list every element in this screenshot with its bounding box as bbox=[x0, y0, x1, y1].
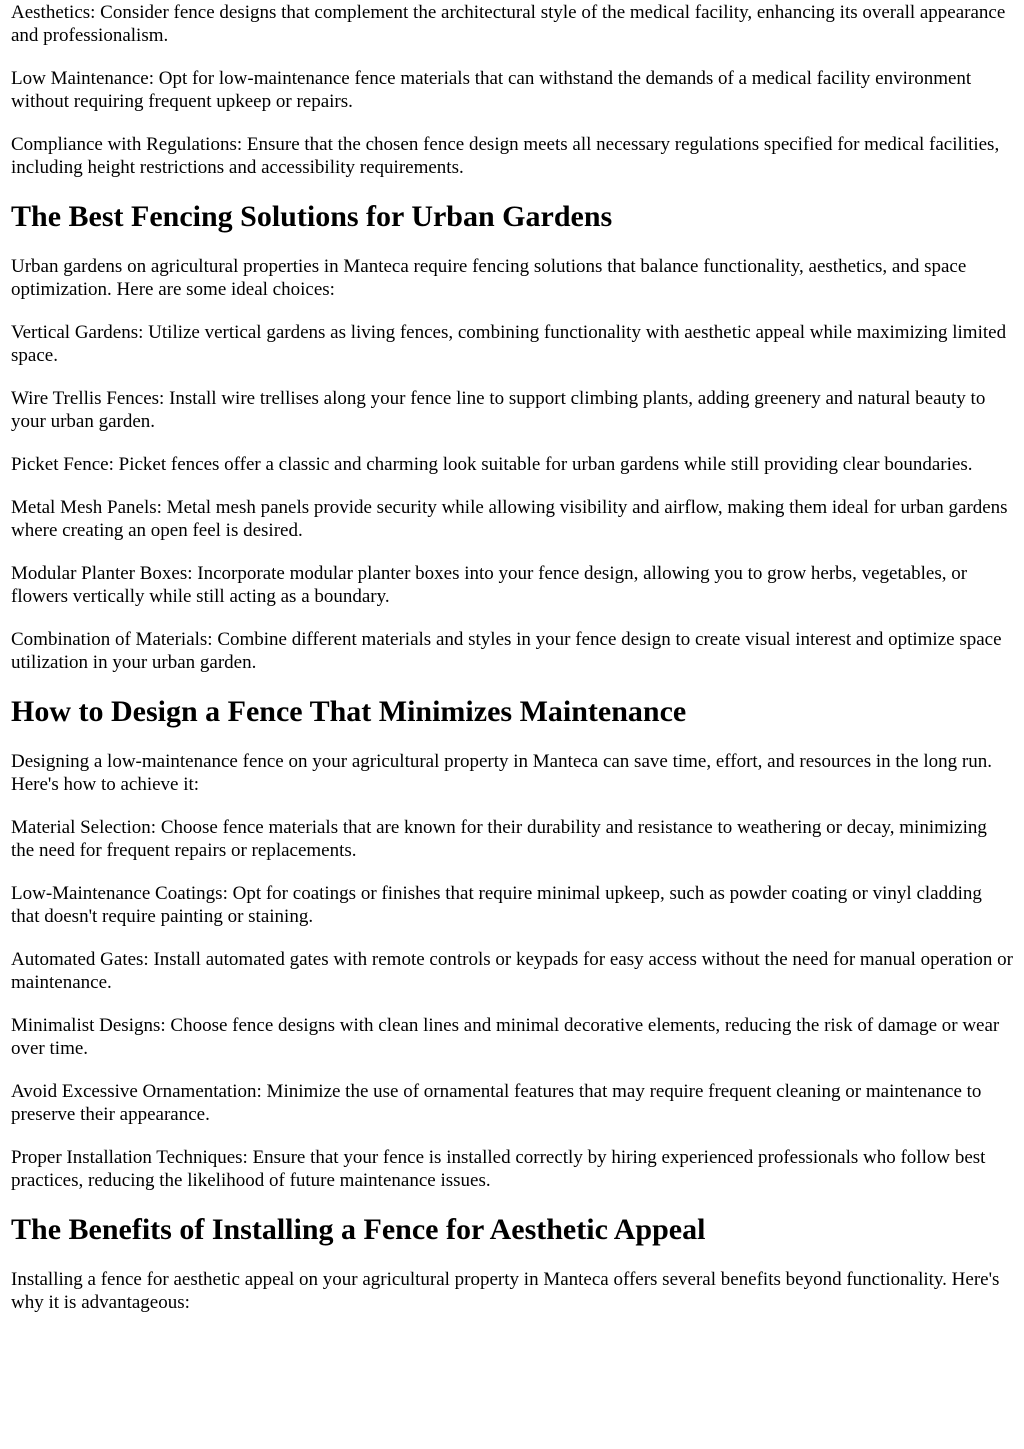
paragraph-wire-trellis: Wire Trellis Fences: Install wire trellises along your fence line to support climbing plants, adding greenery and natural beauty to your urban garden. bbox=[11, 388, 986, 432]
paragraph-maintenance-intro: Designing a low-maintenance fence on your agricultural property in Manteca can save time, effort, and resources in the long run. Here's how to achieve it: bbox=[11, 751, 992, 795]
paragraph-urban-intro: Urban gardens on agricultural properties in Manteca require fencing solutions that balance functionality, aesthetics, and space optimization. Here are some ideal choices: bbox=[11, 256, 967, 300]
paragraph-automated-gates: Automated Gates: Install automated gates with remote controls or keypads for easy access without the need for manual operation or maintenance. bbox=[11, 949, 1013, 993]
heading-aesthetic-appeal: The Benefits of Installing a Fence for Aesthetic Appeal bbox=[11, 1213, 706, 1246]
paragraph-minimalist: Minimalist Designs: Choose fence designs with clean lines and minimal decorative elements, reducing the risk of damage or wear over time. bbox=[11, 1015, 1000, 1059]
paragraph-picket-fence: Picket Fence: Picket fences offer a classic and charming look suitable for urban gardens while still providing clear boundaries. bbox=[11, 454, 973, 475]
paragraph-low-maintenance: Low Maintenance: Opt for low-maintenance fence materials that can withstand the demands of a medical facility environment without requiring frequent upkeep or repairs. bbox=[11, 68, 972, 112]
paragraph-combination: Combination of Materials: Combine different materials and styles in your fence design to create visual interest and optimize space utilization in your urban garden. bbox=[11, 629, 1002, 673]
paragraph-compliance: Compliance with Regulations: Ensure that the chosen fence design meets all necessary regulations specified for medical facilities, including height restrictions and accessibility requirements. bbox=[11, 134, 1000, 178]
paragraph-installation: Proper Installation Techniques: Ensure that your fence is installed correctly by hiring experienced professionals who follow best practices, reducing the likelihood of future maintenance issues. bbox=[11, 1147, 986, 1191]
paragraph-material-selection: Material Selection: Choose fence materials that are known for their durability and resistance to weathering or decay, minimizing the need for frequent repairs or replacements. bbox=[11, 817, 987, 861]
heading-urban-gardens: The Best Fencing Solutions for Urban Gardens bbox=[11, 200, 613, 233]
paragraph-ornamentation: Avoid Excessive Ornamentation: Minimize the use of ornamental features that may require frequent cleaning or maintenance to preserve their appearance. bbox=[11, 1081, 982, 1125]
paragraph-metal-mesh: Metal Mesh Panels: Metal mesh panels provide security while allowing visibility and airflow, making them ideal for urban gardens where creating an open feel is desired. bbox=[11, 497, 1008, 541]
heading-minimize-maintenance: How to Design a Fence That Minimizes Maintenance bbox=[11, 695, 687, 728]
document-page bbox=[0, 1, 1024, 1314]
paragraph-modular-planter: Modular Planter Boxes: Incorporate modular planter boxes into your fence design, allowing you to grow herbs, vegetables, or flowers vertically while still acting as a boundary. bbox=[11, 563, 968, 607]
paragraph-vertical-gardens: Vertical Gardens: Utilize vertical gardens as living fences, combining functionality with aesthetic appeal while maximizing limited space. bbox=[11, 322, 1007, 366]
paragraph-aesthetic-intro: Installing a fence for aesthetic appeal on your agricultural property in Manteca offers several benefits beyond functionality. Here's why it is advantageous: bbox=[11, 1269, 1000, 1313]
paragraph-coatings: Low-Maintenance Coatings: Opt for coatings or finishes that require minimal upkeep, such as powder coating or vinyl cladding that doesn't require painting or staining. bbox=[11, 883, 982, 927]
paragraph-aesthetics: Aesthetics: Consider fence designs that complement the architectural style of the medical facility, enhancing its overall appearance and professionalism. bbox=[11, 2, 1006, 46]
